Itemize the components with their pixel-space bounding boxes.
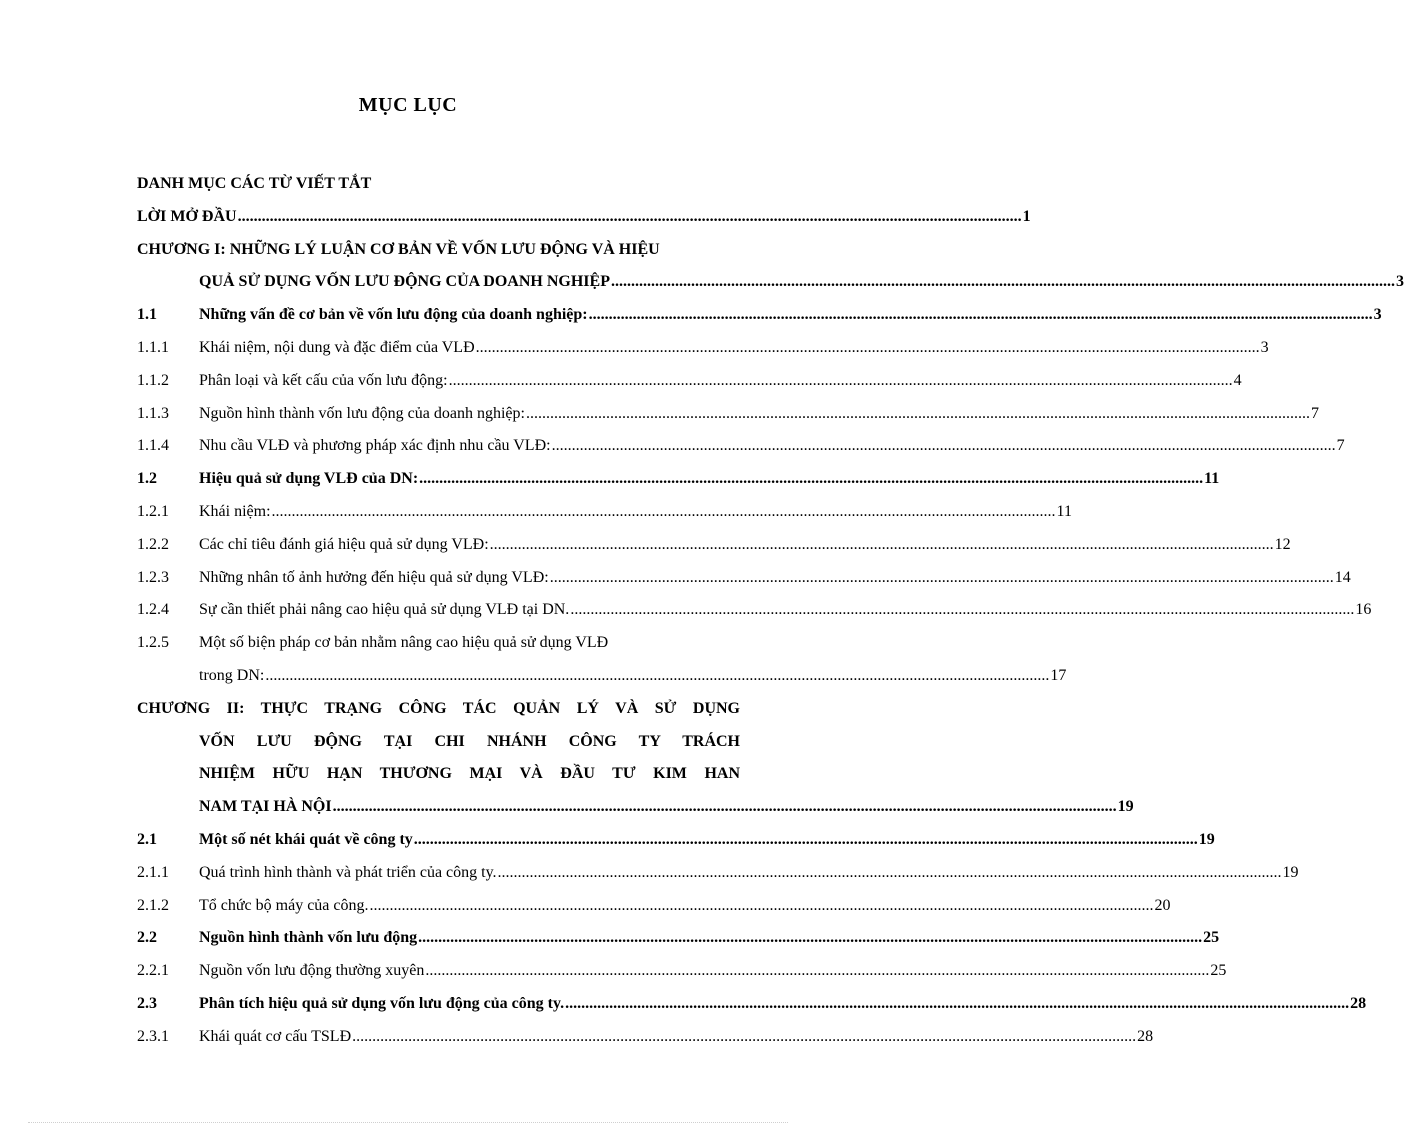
toc-entry-page-number: 25 (1210, 962, 1227, 980)
toc-entry-leader-dots (333, 791, 1117, 824)
toc-entry[interactable] (137, 529, 1291, 562)
toc-entry-number: 1.2 (137, 470, 157, 488)
toc-entry-title: Một số biện pháp cơ bản nhằm nâng cao hiệu quả sử dụng VLĐ (199, 634, 609, 652)
toc-entry[interactable] (137, 627, 740, 660)
page-title: MỤC LỤC (358, 94, 458, 116)
toc-entry-leader-dots (414, 824, 1198, 857)
toc-entry[interactable] (137, 234, 740, 267)
table-of-contents (137, 168, 1404, 1054)
toc-entry-page-number: 19 (1282, 863, 1299, 881)
toc-entry-title: Những nhân tố ảnh hưởng đến hiệu quả sử dụng VLĐ: (199, 568, 549, 586)
toc-entry-title: LỜI MỞ ĐẦU (137, 207, 237, 225)
toc-entry-title: Nguồn hình thành vốn lưu động (199, 929, 418, 947)
toc-entry-leader-dots (238, 201, 1022, 234)
toc-entry-number: 1.2.5 (137, 634, 169, 652)
toc-entry-leader-dots (418, 922, 1202, 955)
toc-entry-page-number: 25 (1203, 929, 1220, 947)
toc-entry-title: Các chỉ tiêu đánh giá hiệu quả sử dụng VLĐ: (199, 535, 489, 553)
toc-entry-title: Khái quát cơ cấu TSLĐ (199, 1027, 352, 1045)
toc-entry-title: Một số nét khái quát về công ty (199, 830, 413, 848)
toc-entry-number: 2.1.1 (137, 863, 169, 881)
toc-entry[interactable] (137, 266, 1404, 299)
toc-entry-page-number: 28 (1137, 1027, 1154, 1045)
toc-entry-number: 2.2.1 (137, 962, 169, 980)
toc-entry-leader-dots (370, 890, 1154, 923)
toc-entry-page-number: 20 (1154, 896, 1171, 914)
toc-entry-title: Khái niệm: (199, 502, 271, 520)
toc-entry-page-number: 3 (1260, 338, 1269, 356)
toc-entry[interactable] (137, 660, 1067, 693)
toc-entry[interactable] (137, 857, 1299, 890)
toc-entry-number: 1.2.2 (137, 535, 169, 553)
toc-entry-number: 1.1.1 (137, 338, 169, 356)
toc-entry[interactable] (137, 332, 1269, 365)
toc-entry-leader-dots (570, 594, 1354, 627)
toc-entry-leader-dots (526, 398, 1310, 431)
toc-entry[interactable] (137, 365, 1242, 398)
toc-entry-page-number: 7 (1336, 437, 1345, 455)
toc-entry-number: 2.1 (137, 830, 157, 848)
toc-entry-page-number: 19 (1198, 830, 1215, 848)
toc-entry-leader-dots (550, 562, 1334, 595)
toc-entry-page-number: 14 (1334, 568, 1351, 586)
toc-entry[interactable] (137, 791, 1134, 824)
toc-entry-page-number: 19 (1117, 798, 1134, 816)
toc-entry-page-number: 12 (1274, 535, 1291, 553)
toc-entry[interactable] (137, 890, 1171, 923)
toc-entry-title: DANH MỤC CÁC TỪ VIẾT TẮT (137, 175, 372, 192)
toc-entry-title: CHƯƠNG I: NHỮNG LÝ LUẬN CƠ BẢN VỀ VỐN LƯU ĐỘNG VÀ HIỆU (137, 240, 660, 258)
toc-entry-title: Khái niệm, nội dung và đặc điểm của VLĐ (199, 338, 475, 356)
toc-entry-title: NAM TẠI HÀ NỘI (199, 798, 332, 816)
toc-entry-number: 1.1.2 (137, 371, 169, 389)
toc-entry-leader-dots (476, 332, 1260, 365)
toc-entry-leader-dots (490, 529, 1274, 562)
toc-entry-leader-dots (552, 430, 1336, 463)
toc-entry-page-number: 17 (1050, 666, 1067, 684)
toc-entry-title: Quá trình hình thành và phát triển của công ty. (199, 863, 497, 881)
toc-entry-number: 2.3 (137, 994, 157, 1012)
toc-entry[interactable] (137, 693, 740, 726)
toc-entry-leader-dots (498, 857, 1282, 890)
toc-entry-title: Nguồn hình thành vốn lưu động của doanh nghiệp: (199, 404, 525, 422)
toc-entry[interactable] (137, 824, 1215, 857)
toc-entry[interactable] (137, 398, 1319, 431)
toc-entry-leader-dots (565, 988, 1349, 1021)
toc-entry[interactable] (137, 988, 1367, 1021)
toc-entry-leader-dots (425, 955, 1209, 988)
toc-entry-page-number: 11 (1204, 470, 1220, 488)
toc-entry-page-number: 16 (1355, 601, 1372, 619)
toc-entry-page-number: 28 (1350, 994, 1367, 1012)
toc-entry-title: Phân loại và kết cấu của vốn lưu động: (199, 371, 448, 389)
toc-entry-title: Những vấn đề cơ bản về vốn lưu động của doanh nghiệp: (199, 306, 588, 324)
toc-entry[interactable] (137, 922, 1220, 955)
toc-entry-title: Phân tích hiệu quả sử dụng vốn lưu động của công ty. (199, 994, 565, 1012)
toc-entry-title: VỐN LƯU ĐỘNG TẠI CHI NHÁNH CÔNG TY TRÁCH (199, 732, 740, 750)
toc-entry[interactable] (137, 594, 1372, 627)
toc-entry-number: 1.2.4 (137, 601, 169, 619)
toc-entry-page-number: 3 (1395, 273, 1404, 291)
toc-entry[interactable] (137, 463, 1220, 496)
toc-entry-title: CHƯƠNG II: THỰC TRẠNG CÔNG TÁC QUẢN LÝ VÀ SỬ DỤNG (137, 699, 740, 717)
toc-entry[interactable] (137, 496, 1072, 529)
toc-entry-number: 1.2.1 (137, 502, 169, 520)
toc-entry-title: NHIỆM HỮU HẠN THƯƠNG MẠI VÀ ĐẦU TƯ KIM HAN (199, 765, 740, 783)
toc-entry-leader-dots (589, 299, 1373, 332)
toc-entry-title: Sự cần thiết phải nâng cao hiệu quả sử dụng VLĐ tại DN. (199, 601, 570, 619)
toc-entry[interactable] (137, 1021, 1154, 1054)
toc-entry-page-number: 1 (1022, 207, 1031, 225)
toc-entry-page-number: 11 (1056, 502, 1072, 520)
toc-entry-leader-dots (265, 660, 1049, 693)
toc-entry-leader-dots (272, 496, 1056, 529)
toc-entry-title: Hiệu quả sử dụng VLĐ của DN: (199, 470, 419, 488)
toc-entry-page-number: 7 (1310, 404, 1319, 422)
toc-entry-page-number: 4 (1233, 371, 1242, 389)
toc-entry-title: QUẢ SỬ DỤNG VỐN LƯU ĐỘNG CỦA DOANH NGHIỆP (199, 273, 610, 291)
toc-entry-number: 1.1 (137, 306, 157, 324)
toc-entry-number: 2.2 (137, 929, 157, 947)
toc-entry[interactable] (137, 168, 740, 201)
toc-entry-title: Nguồn vốn lưu động thường xuyên (199, 962, 425, 980)
toc-entry-number: 2.1.2 (137, 896, 169, 914)
toc-entry[interactable] (137, 955, 1227, 988)
toc-entry-number: 1.1.4 (137, 437, 169, 455)
toc-entry-number: 1.2.3 (137, 568, 169, 586)
toc-entry-leader-dots (419, 463, 1203, 496)
toc-entry[interactable] (137, 430, 1345, 463)
toc-entry-title: Tổ chức bộ máy của công. (199, 896, 369, 914)
toc-entry-number: 2.3.1 (137, 1027, 169, 1045)
toc-entry[interactable] (137, 726, 740, 759)
toc-entry-number: 1.1.3 (137, 404, 169, 422)
toc-entry-title: trong DN: (199, 666, 265, 684)
toc-entry[interactable] (137, 562, 1351, 595)
toc-entry[interactable] (137, 299, 1382, 332)
toc-entry-leader-dots (352, 1021, 1136, 1054)
toc-entry-leader-dots (449, 365, 1233, 398)
toc-entry-page-number: 3 (1373, 306, 1382, 324)
toc-entry-leader-dots (611, 266, 1395, 299)
toc-entry[interactable] (137, 201, 1031, 234)
toc-entry[interactable] (137, 758, 740, 791)
toc-entry-title: Nhu cầu VLĐ và phương pháp xác định nhu cầu VLĐ: (199, 437, 551, 455)
